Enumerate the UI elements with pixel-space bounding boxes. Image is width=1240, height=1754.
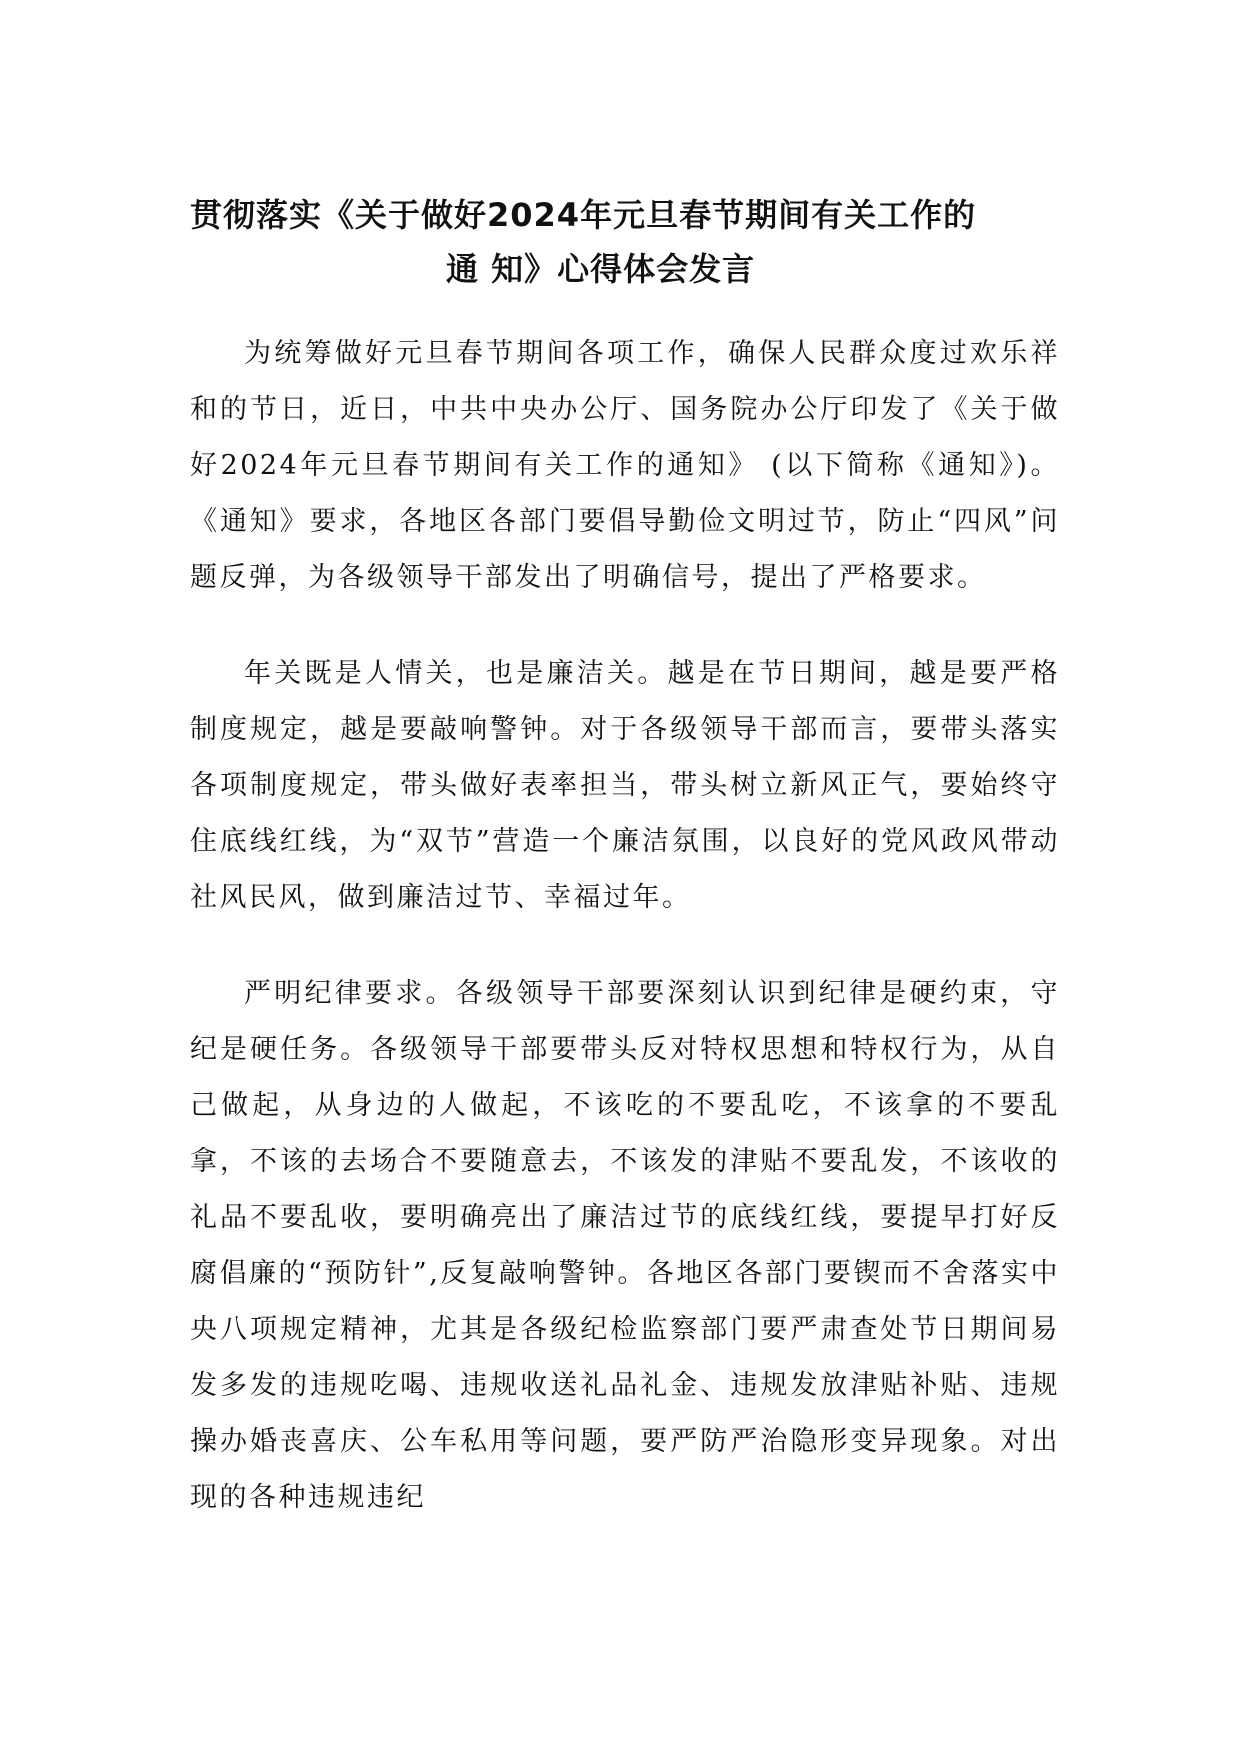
paragraph-3: 严明纪律要求。各级领导干部要深刻认识到纪律是硬约束，守纪是硬任务。各级领导干部要带头反对特权思想和特权行为，从自己做起，从身边的人做起，不该吃的不要乱吃，不该拿的不要乱拿，不该的去场合不要随意去，不该发的津贴不要乱发，不该收的礼品不要乱收，要明确亮出了廉洁过节的底线红线，要提早打好反腐倡廉的“预防针”,反复敲响警钟。各地区各部门要锲而不舍落实中央八项规定精神，尤其是各级纪检监察部门要严肃查处节日期间易发多发的违规吃喝、违规收送礼品礼金、违规发放津贴补贴、违规操办婚丧喜庆、公车私用等问题，要严防严治隐形变异现象。对出现的各种违规违纪 — [190, 978, 1060, 1513]
paragraph-1: 为统筹做好元旦春节期间各项工作，确保人民群众度过欢乐祥和的节日，近日，中共中央办公厅、国务院办公厅印发了《关于做好2024年元旦春节期间有关工作的通知》 (以下简称《通知》)。 《通知》要求，各地区各部门要倡导勤俭文明过节，防止“四风”问题反弹，为各级领导干部发出了明确信号，提出了严格要求。 — [190, 338, 1060, 593]
title-line-1: 贯彻落实《关于做好2024年元旦春节期间有关工作的 — [190, 196, 977, 234]
paragraph-2: 年关既是人情关，也是廉洁关。越是在节日期间，越是要严格制度规定，越是要敲响警钟。对于各级领导干部而言，要带头落实各项制度规定，带头做好表率担当，带头树立新风正气，要始终守住底线红线，为“双节”营造一个廉洁氛围，以良好的党风政风带动社风民风，做到廉洁过节、幸福过年。 — [190, 658, 1060, 913]
title-line-2: 通 知》心得体会发言 — [446, 250, 756, 288]
document-title — [190, 188, 1060, 296]
document-body — [190, 326, 1060, 1566]
